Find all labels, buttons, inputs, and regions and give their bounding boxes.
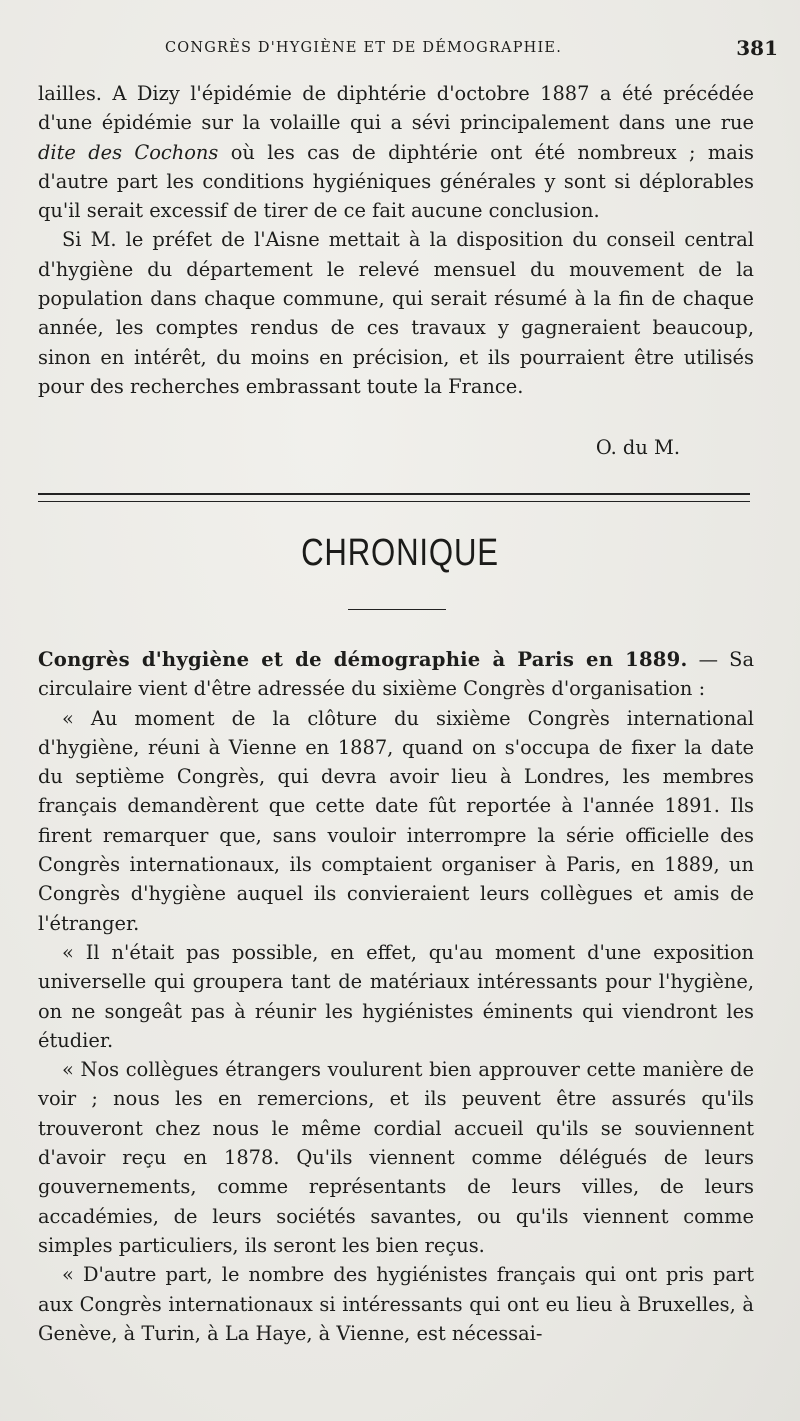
intro-p1-italic: dite des Cochons	[38, 140, 219, 164]
running-head	[0, 36, 800, 66]
article-text	[38, 645, 754, 1348]
intro-p1-end: où les cas de diphtérie ont été nombreux ; mais d'autre part les conditions hygiéniques générales y sont si déplorables qu'il serait excessif de tirer de ce fait aucune conclusion.	[38, 140, 754, 223]
short-rule-divider	[348, 609, 446, 610]
section-title: CHRONIQUE	[301, 532, 499, 574]
article-lead: — Sa circulaire vient d'être adressée du sixième Congrès d'organisation :	[38, 648, 754, 701]
article-lead-paragraph	[38, 645, 754, 704]
running-title: CONGRÈS D'HYGIÈNE ET DE DÉMOGRAPHIE.	[165, 40, 563, 56]
article-paragraph-2: « Il n'était pas possible, en effet, qu'au moment d'une exposition universelle qui groupera tant de matériaux intéressants pour l'hygiène, on ne songeât pas à réunir les hygiénistes éminents qui viendront les étudier.	[38, 940, 754, 1052]
double-rule-divider	[38, 493, 750, 502]
signature: O. du M.	[595, 436, 680, 459]
intro-paragraph-2: Si M. le préfet de l'Aisne mettait à la disposition du conseil central d'hygiène du département le relevé mensuel du mouvement de la population dans chaque commune, qui serait résumé à la fin de chaque année, les comptes rendus de ces travaux y gagneraient beaucoup, sinon en intérêt, du moins en précision, et ils pourraient être utilisés pour des recherches embrassant toute la France.	[38, 228, 754, 398]
article-heading: Congrès d'hygiène et de démographie à Paris en 1889.	[38, 648, 688, 671]
intro-paragraph-1	[38, 79, 754, 225]
article-paragraph-3: « Nos collègues étrangers voulurent bien approuver cette manière de voir ; nous les en remercions, et ils peuvent être assurés qu'ils trouveront chez nous le même cordial accueil qu'ils se souviennent d'avoir reçu en 1878. Qu'ils viennent comme délégués de leurs gouvernements, comme représentants de leurs villes, de leurs accadémies, de leurs sociétés savantes, ou qu'ils viennent comme simples particuliers, ils seront les bien reçus.	[38, 1058, 754, 1257]
article-paragraph-4: « D'autre part, le nombre des hygiénistes français qui ont pris part aux Congrès internationaux si intéressants qui ont eu lieu à Bruxelles, à Genève, à Turin, à La Haye, à Vienne, est nécessai-	[38, 1263, 754, 1345]
article-paragraph-1: « Au moment de la clôture du sixième Congrès international d'hygiène, réuni à Vienne en 1887, quand on s'occupa de fixer la date du septième Congrès, qui devra avoir lieu à Londres, les membres français demandèrent que cette date fût reportée à l'année 1891. Ils firent remarquer que, sans vouloir interrompre la série officielle des Congrès internationaux, ils comptaient organiser à Paris, en 1889, un Congrès d'hygiène auquel ils convieraient leurs collègues et amis de l'étranger.	[38, 706, 754, 935]
intro-p1-start: lailles. A Dizy l'épidémie de diphtérie d'octobre 1887 a été précédée d'une épidémie sur la volaille qui a sévi principalement dans une rue	[38, 82, 754, 135]
intro-text	[38, 79, 754, 401]
page-number: 381	[736, 36, 778, 60]
